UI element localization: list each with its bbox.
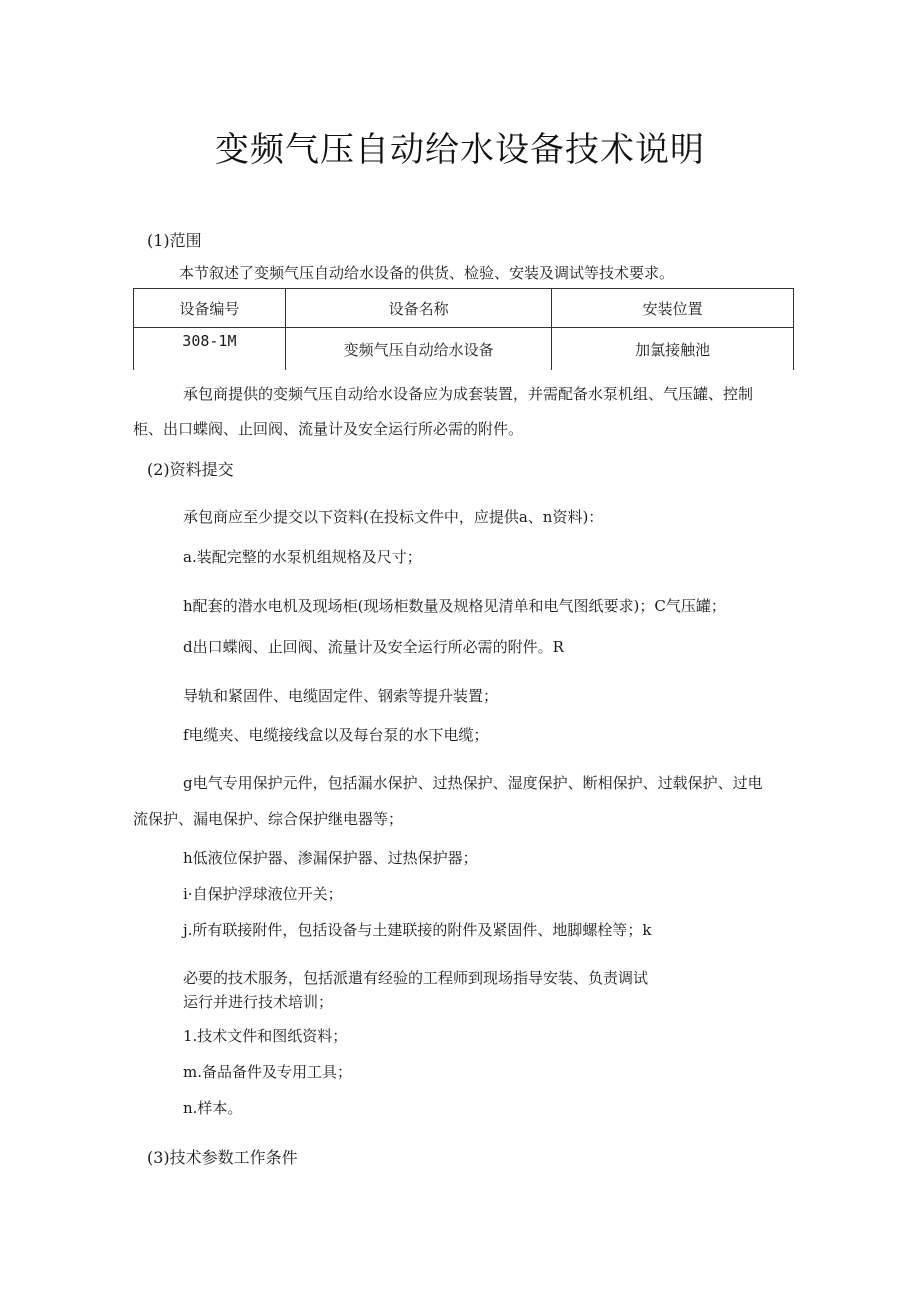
list-item: 1.技术文件和图纸资料； [183,1027,348,1045]
table-header-row [134,289,794,328]
section-3-heading: (3)技术参数工作条件 [147,1148,298,1167]
section-1-paragraph-line-1: 承包商提供的变频气压自动给水设备应为成套装置，并需配备水泵机组、气压罐、控制 [183,385,754,403]
list-item: a.装配完整的水泵机组规格及尺寸； [183,548,422,566]
list-item: n.样本。 [183,1099,243,1117]
table-header-cell: 安装位置 [552,289,794,328]
table-cell-install-location: 加氯接触池 [552,328,794,371]
section-2-intro: 承包商应至少提交以下资料(在投标文件中，应提供a、n资料)： [183,508,604,526]
section-1-heading: (1)范围 [147,231,202,250]
section-1-intro: 本节叙述了变频气压自动给水设备的供货、检验、安装及调试等技术要求。 [179,264,675,282]
list-item: d出口蝶阀、止回阀、流量计及安全运行所必需的附件。R [183,638,564,656]
table-cell-equipment-name: 变频气压自动给水设备 [285,328,552,371]
list-item: g电气专用保护元件，包括漏水保护、过热保护、湿度保护、断相保护、过载保护、过电 [183,774,763,792]
section-2-heading: (2)资料提交 [147,460,234,479]
list-item: f电缆夹、电缆接线盒以及每台泵的水下电缆； [183,726,489,744]
table-header-cell: 设备名称 [285,289,552,328]
table-row [134,328,794,371]
list-item: h低液位保护器、渗漏保护器、过热保护器； [183,849,478,867]
document-title: 变频气压自动给水设备技术说明 [215,130,705,170]
list-item-continuation: 运行并进行技术培训； [183,993,334,1011]
list-item: 必要的技术服务，包括派遣有经验的工程师到现场指导安装、负责调试 [183,969,649,987]
list-item: i·自保护浮球液位开关； [183,885,343,903]
equipment-table [133,288,794,370]
section-1-paragraph-line-2: 柜、出口蝶阀、止回阀、流量计及安全运行所必需的附件。 [133,420,524,438]
list-item: h配套的潜水电机及现场柜(现场柜数量及规格见清单和电气图纸要求)；C气压罐； [183,597,726,615]
table-header-cell: 设备编号 [134,289,286,328]
list-item: j.所有联接附件，包括设备与土建联接的附件及紧固件、地脚螺栓等；k [183,921,652,939]
list-item: m.备品备件及专用工具； [183,1063,352,1081]
list-item-continuation: 流保护、漏电保护、综合保护继电器等； [133,810,404,828]
table-cell-equipment-id: 308-1M [134,328,286,371]
list-item: 导轨和紧固件、电缆固定件、钢索等提升装置； [183,687,499,705]
